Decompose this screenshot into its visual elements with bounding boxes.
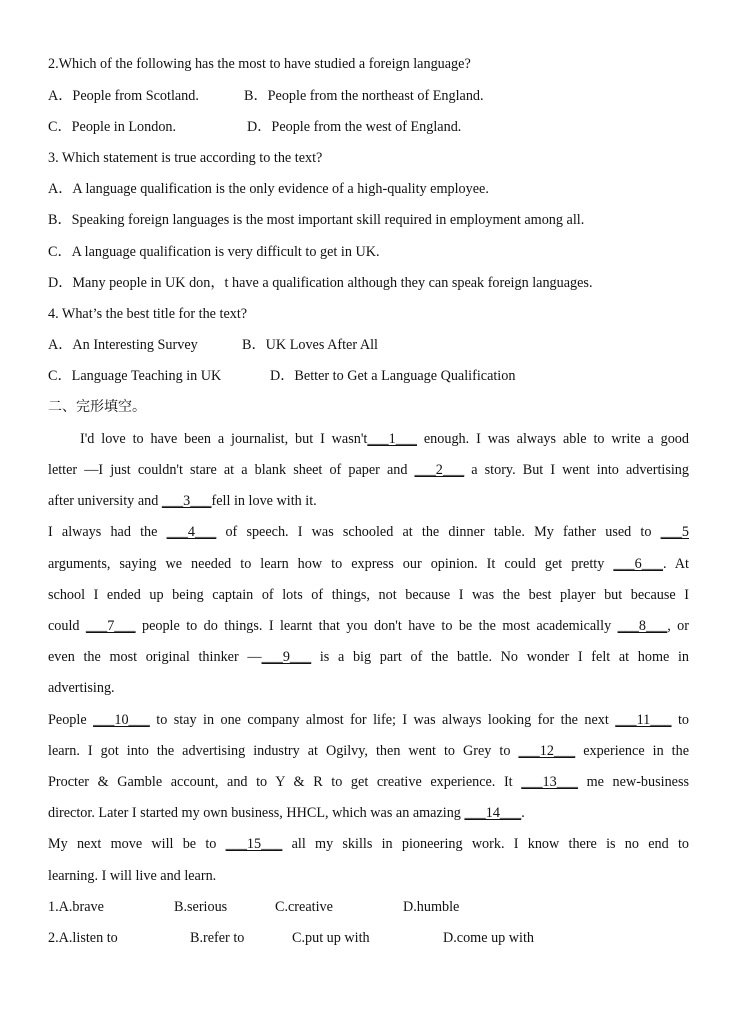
q3-option-b: B．Speaking foreign languages is the most important skill required in employment among all. <box>48 212 585 228</box>
q2-options-cd <box>48 118 689 136</box>
blank-6: ___6___ <box>613 556 664 572</box>
blank-11: ___11___ <box>615 712 672 728</box>
option-2b: B.refer to <box>190 930 245 946</box>
q2-option-c: C．People in London. <box>48 119 177 135</box>
cloze-line: director. Later I started my own business, HHCL, which was an amazing ___14___. <box>48 805 525 821</box>
blank-12: ___12___ <box>518 743 576 759</box>
blank-4: ___4___ <box>166 524 217 540</box>
cloze-line: after university and ___3___fell in love with it. <box>48 493 317 509</box>
q3-stem: 3. Which statement is true according to the text? <box>48 150 323 166</box>
q4-options-cd <box>48 367 689 385</box>
cloze-line: My next move will be to ___15___ all my skills in pioneering work. I know there is no end to <box>48 836 689 852</box>
options-row-1 <box>48 898 689 916</box>
q4-option-d: D．Better to Get a Language Qualification <box>270 368 516 384</box>
options-row-2 <box>48 929 689 947</box>
blank-3: ___3___ <box>161 493 212 509</box>
blank-8: ___8___ <box>617 618 668 634</box>
blank-1: ___1___ <box>367 431 417 447</box>
q2-option-b: B．People from the northeast of England. <box>244 88 484 104</box>
blank-15: ___15___ <box>225 836 283 852</box>
option-2d: D.come up with <box>443 930 535 946</box>
q4-stem: 4. What’s the best title for the text? <box>48 306 248 322</box>
q2-option-d: D．People from the west of England. <box>247 119 462 135</box>
q4-option-a: A．An Interesting Survey <box>48 337 198 353</box>
cloze-line: arguments, saying we needed to learn how to express our opinion. It could get pretty ___6___. At <box>48 556 689 572</box>
cloze-line: school I ended up being captain of lots of things, not because I was the best player but because I <box>48 587 689 603</box>
option-1b: B.serious <box>174 899 228 915</box>
cloze-line: advertising. <box>48 680 115 696</box>
option-1c: C.creative <box>275 899 333 915</box>
blank-7: ___7___ <box>85 618 136 634</box>
cloze-line: could ___7___ people to do things. I learnt that you don't have to be the most academically ___8___, or <box>48 618 689 634</box>
q3-option-c: C．A language qualification is very difficult to get in UK. <box>48 244 380 260</box>
cloze-line: I always had the ___4___ of speech. I was schooled at the dinner table. My father used to ___5 <box>48 524 689 540</box>
cloze-line: Procter & Gamble account, and to Y & R to get creative experience. It ___13___ me new-business <box>48 774 689 790</box>
option-2a: 2.A.listen to <box>48 930 118 946</box>
q4-option-b: B．UK Loves After All <box>242 337 378 353</box>
q2-option-a: A．People from Scotland. <box>48 88 199 104</box>
q4-options-ab <box>48 336 689 354</box>
blank-2: ___2___ <box>414 462 465 478</box>
cloze-line: even the most original thinker —___9___ is a big part of the battle. No wonder I felt at home in <box>48 649 689 665</box>
option-1d: D.humble <box>403 899 460 915</box>
blank-9: ___9___ <box>261 649 312 665</box>
blank-13: ___13___ <box>521 774 578 790</box>
cloze-line: learn. I got into the advertising industry at Ogilvy, then went to Grey to ___12___ experience in the <box>48 743 689 759</box>
blank-5: ___5 <box>660 524 689 540</box>
cloze-line: learning. I will live and learn. <box>48 868 217 884</box>
blank-14: ___14___ <box>464 805 522 821</box>
cloze-line: People ___10___ to stay in one company almost for life; I was always looking for the next ___11___ to <box>48 712 689 728</box>
option-2c: C.put up with <box>292 930 370 946</box>
q2-stem: 2.Which of the following has the most to have studied a foreign language? <box>48 56 471 72</box>
blank-10: ___10___ <box>93 712 150 728</box>
q3-option-a: A．A language qualification is the only evidence of a high-quality employee. <box>48 181 489 197</box>
q4-option-c: C．Language Teaching in UK <box>48 368 222 384</box>
cloze-line: letter —I just couldn't stare at a blank sheet of paper and ___2___ a story. But I went into advertising <box>48 462 689 478</box>
section-heading: 二、完形填空。 <box>48 399 146 415</box>
option-1a: 1.A.brave <box>48 899 104 915</box>
q2-options-ab <box>48 87 689 105</box>
q3-option-d: D．Many people in UK don，t have a qualification although they can speak foreign languages. <box>48 275 593 291</box>
cloze-line: I'd love to have been a journalist, but I wasn't___1___ enough. I was always able to write a good <box>80 431 689 447</box>
